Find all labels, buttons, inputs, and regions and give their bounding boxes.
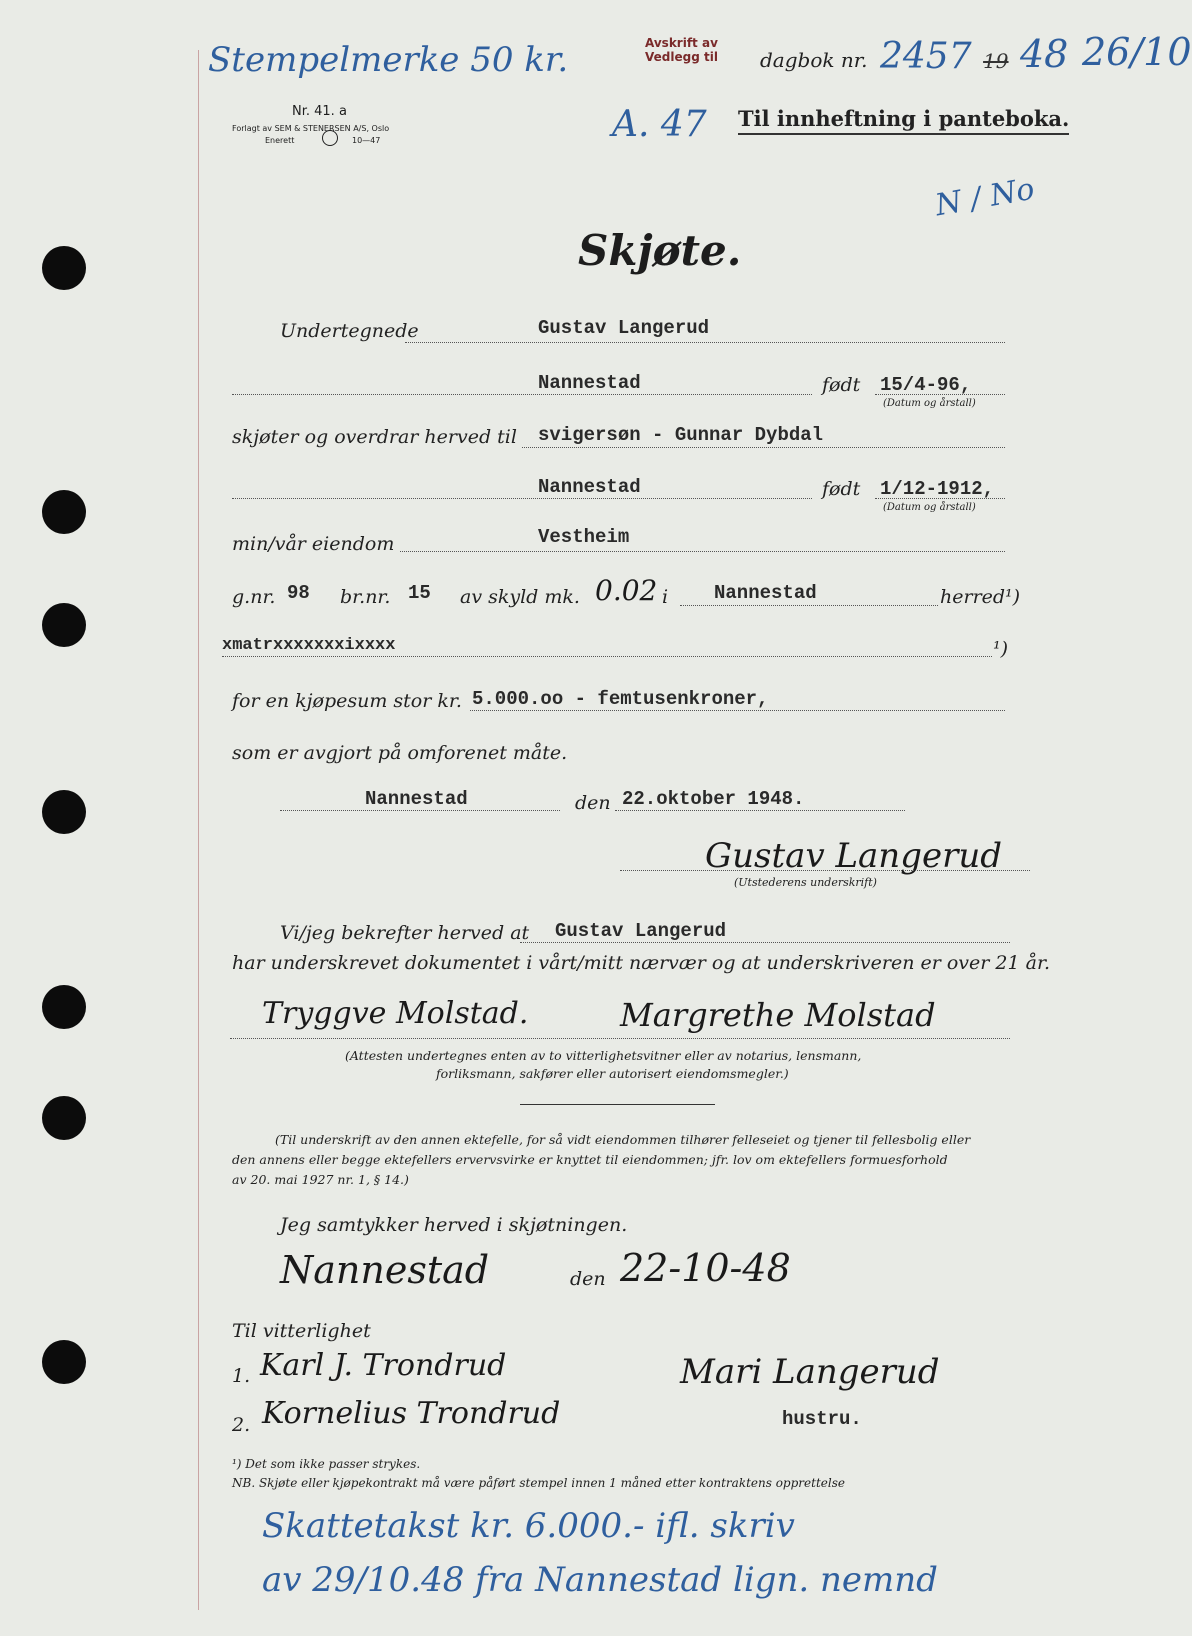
gnr-label: g.nr. (232, 586, 276, 608)
dotted-line (470, 710, 1005, 711)
dotted-line (620, 870, 1030, 871)
gnr: 98 (287, 582, 310, 604)
fodt-label: født (822, 374, 861, 396)
publisher-line3: 10—47 (352, 136, 381, 145)
punch-hole (42, 790, 86, 834)
skyld: 0.02 (595, 574, 658, 607)
footnote-line1: ¹) Det som ikke passer strykes. (232, 1457, 421, 1471)
dotted-line (615, 810, 905, 811)
form-number: Nr. 41. a (292, 104, 347, 119)
document-title: Skjøte. (578, 226, 742, 275)
consent-place: Nannestad (280, 1248, 490, 1292)
dotted-line (405, 342, 1005, 343)
publisher-logo-icon (322, 130, 338, 146)
dagbok-date: 26/10 (1082, 30, 1192, 74)
buyer-place: Nannestad (538, 476, 641, 498)
stamp-note: Stempelmerke 50 kr. (208, 40, 569, 80)
witness-2-number: 2. (232, 1414, 251, 1436)
dagbok-year: 48 (1020, 32, 1069, 76)
margin-line (198, 50, 199, 1610)
datum-hint-2: (Datum og årstall) (883, 502, 976, 513)
underskrevet-text: har underskrevet dokumentet i vårt/mitt nærvær og at underskriveren er over 21 år. (232, 952, 1050, 974)
handwritten-ref: A. 47 (612, 104, 707, 145)
til-innheftning: Til innheftning i panteboka. (738, 106, 1069, 135)
dotted-line (680, 605, 938, 606)
seller-name: Gustav Langerud (538, 317, 710, 339)
spouse-note-line3: av 20. mai 1927 nr. 1, § 14.) (232, 1172, 409, 1187)
spouse-note-line2: den annens eller begge ektefellers ervervsvirke er knyttet til eiendommen; jfr. lov om ektefellers formuesforhold (232, 1152, 948, 1167)
spouse-note-line1: (Til underskrift av den annen ektefelle, for så vidt eiendommen tilhører felleseiet og tjener til fellesbolig eller (275, 1132, 971, 1147)
hustru-label: hustru. (782, 1408, 862, 1430)
publisher-line2: Enerett (265, 136, 295, 145)
witness-signature-1: Tryggve Molstad. (262, 996, 529, 1031)
dagbok-label: dagbok nr. (760, 48, 868, 72)
bottom-note-line1: Skattetakst kr. 6.000.- ifl. skriv (262, 1506, 795, 1546)
bottom-note-line2: av 29/10.48 fra Nannestad lign. nemnd (262, 1560, 938, 1600)
initials: N / No (932, 171, 1038, 224)
property-name: Vestheim (538, 526, 630, 548)
witness-signature-2: Margrethe Molstad (620, 996, 936, 1034)
sign-date: 22.oktober 1948. (622, 788, 805, 810)
punch-hole (42, 1096, 86, 1140)
avskrift-label: Avskrift av (645, 36, 718, 50)
attest-note-line2: forliksmann, sakfører eller autorisert eiendomsmegler.) (436, 1066, 789, 1081)
fodt-label-2: født (822, 478, 861, 500)
herred-label: herred¹) (940, 586, 1021, 608)
dagbok-number (880, 36, 1009, 77)
eiendom-label: min/vår eiendom (232, 533, 395, 555)
divider (520, 1104, 715, 1105)
consent-date: 22-10-48 (620, 1246, 791, 1290)
undertegnede-label: Undertegnede (280, 320, 419, 342)
avgjort-text: som er avgjort på omforenet måte. (232, 742, 568, 764)
bekrefter-label: Vi/jeg bekrefter herved at (280, 922, 530, 944)
dotted-line (400, 551, 1005, 552)
kjopesum-label: for en kjøpesum stor kr. (232, 690, 462, 712)
i-label: i (662, 586, 669, 608)
buyer: svigersøn - Gunnar Dybdal (538, 424, 824, 446)
punch-hole (42, 1340, 86, 1384)
seller-signature: Gustav Langerud (705, 836, 1003, 876)
consent-den-label: den (570, 1268, 606, 1290)
dotted-line (230, 1038, 1010, 1039)
dotted-line (522, 447, 1005, 448)
publisher-line1: Forlagt av SEM & STENERSEN A/S, Oslo (232, 124, 390, 133)
witness-2-signature: Kornelius Trondrud (262, 1396, 561, 1431)
samtykker-text: Jeg samtykker herved i skjøtningen. (280, 1214, 628, 1236)
datum-hint: (Datum og årstall) (883, 398, 976, 409)
brnr-label: br.nr. (340, 586, 391, 608)
dotted-line (232, 394, 812, 395)
matrikkel-struck: xmatrxxxxxxxixxxx (222, 636, 396, 655)
den-label: den (575, 792, 611, 814)
herred-name: Nannestad (714, 582, 817, 604)
dotted-line (280, 810, 560, 811)
footnote-mark: ¹) (993, 638, 1009, 660)
dotted-line (232, 498, 812, 499)
witness-1-number: 1. (232, 1365, 251, 1387)
dagbok-struck: 19 (983, 49, 1009, 73)
dagbok-number-value: 2457 (880, 36, 972, 77)
seller-place: Nannestad (538, 372, 641, 394)
avskrift-vedlegg (645, 36, 718, 64)
utsteder-label: (Utstederens underskrift) (734, 876, 877, 889)
punch-hole (42, 603, 86, 647)
dotted-line (222, 656, 992, 657)
kjopesum: 5.000.oo - femtusenkroner, (472, 688, 769, 710)
bekrefter-name: Gustav Langerud (555, 920, 727, 942)
punch-hole (42, 490, 86, 534)
dotted-line (520, 942, 1010, 943)
brnr: 15 (408, 582, 431, 604)
attest-note-line1: (Attesten undertegnes enten av to vitterlighetsvitner eller av notarius, lensmann, (345, 1048, 862, 1063)
vitterlighet-label: Til vitterlighet (232, 1320, 371, 1342)
witness-1-signature: Karl J. Trondrud (260, 1348, 507, 1383)
sign-place: Nannestad (365, 788, 468, 810)
skjoter-label: skjøter og overdrar herved til (232, 426, 517, 448)
buyer-born: 1/12-1912, (880, 478, 995, 500)
spouse-signature: Mari Langerud (680, 1352, 940, 1392)
punch-hole (42, 246, 86, 290)
skyld-label: av skyld mk. (460, 586, 580, 608)
seller-born: 15/4-96, (880, 374, 972, 396)
vedlegg-label: Vedlegg til (645, 50, 718, 64)
punch-hole (42, 985, 86, 1029)
footnote-line2: NB. Skjøte eller kjøpekontrakt må være påført stempel innen 1 måned etter kontraktens opprettelse (232, 1476, 845, 1490)
